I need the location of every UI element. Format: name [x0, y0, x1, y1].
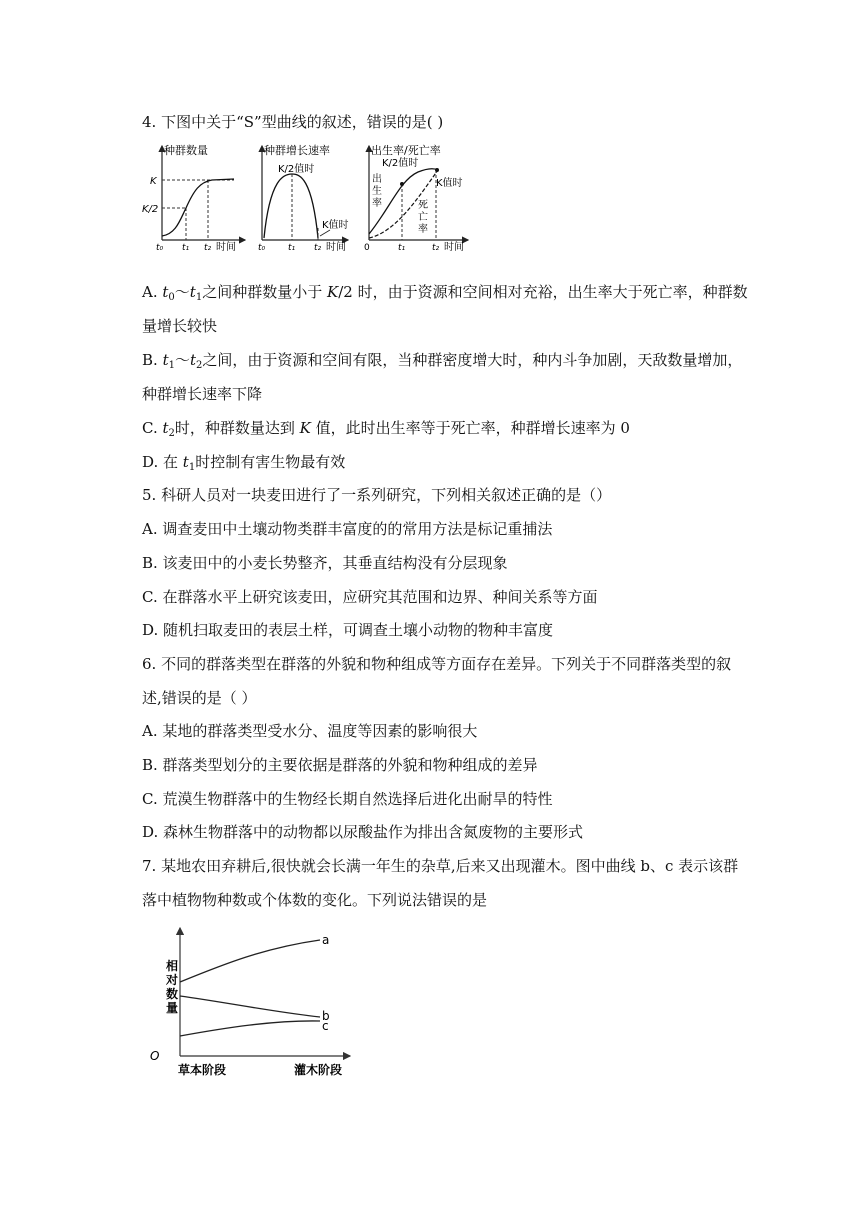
curve-b	[180, 996, 320, 1017]
q6-option-a: A. 某地的群落类型受水分、温度等因素的影响很大	[142, 722, 478, 740]
graph-birth-death	[364, 143, 468, 253]
q7-label-c: c	[322, 1019, 329, 1033]
g1-ylabel: 种群数量	[164, 144, 208, 157]
g2-t0: t₀	[258, 243, 266, 253]
g1-t2: t₂	[204, 243, 212, 253]
q5-option-c: C. 在群落水平上研究该麦田，应研究其范围和边界、种间关系等方面	[142, 588, 598, 606]
g2-t1: t₁	[288, 243, 296, 253]
q7-x2: 灌木阶段	[294, 1063, 343, 1077]
q4-option-a-line1: A. $t_0\sim t_1$之间种群数量小于 K/2 时，由于资源和空间相对充裕，出生率大于死亡率，种群数	[142, 283, 748, 303]
q7-stem-line1: 7. 某地农田弃耕后,很快就会长满一年生的杂草,后来又出现灌木。图中曲线 b、c 表示该群	[142, 857, 739, 875]
q5-option-d: D. 随机扫取麦田的表层土样，可调查土壤小动物的物种丰富度	[142, 621, 554, 639]
q7-origin: O	[150, 1049, 160, 1063]
q7-ylabel-2: 对	[166, 973, 179, 987]
g3-birth-1: 出	[372, 174, 382, 185]
graph-growth-rate	[258, 143, 349, 253]
g1-t0: t₀	[156, 243, 164, 253]
g1-time: 时间	[216, 242, 236, 253]
q4-figure	[142, 138, 480, 256]
g3-death-2: 亡	[418, 212, 428, 223]
g3-t2: t₂	[432, 243, 440, 253]
q6-option-b: B. 群落类型划分的主要依据是群落的外貌和物种组成的差异	[142, 756, 538, 774]
q5-option-b: B. 该麦田中的小麦长势整齐，其垂直结构没有分层现象	[142, 554, 508, 572]
g3-ylabel: 出生率/死亡率	[371, 144, 441, 157]
g3-k2note: K/2值时	[382, 158, 419, 169]
g2-time: 时间	[326, 242, 346, 253]
g3-knote: K值时	[436, 178, 463, 189]
q7-ylabel-1: 相	[166, 959, 179, 973]
g2-ylabel: 种群增长速率	[264, 144, 330, 157]
g2-k2note: K/2值时	[278, 164, 315, 175]
q4-option-d: D. 在 $t_1$时控制有害生物最有效	[142, 453, 346, 473]
curve-c	[180, 1021, 320, 1036]
g3-zero: 0	[364, 243, 370, 253]
q4-option-c: C. $t_2$时，种群数量达到 K 值，此时出生率等于死亡率，种群增长速率为 0	[142, 419, 630, 439]
g3-death-3: 率	[418, 224, 428, 235]
graph-population-size	[142, 143, 245, 253]
q4-option-b-line2: 种群增长速率下降	[142, 385, 263, 403]
g3-death-1: 死	[418, 200, 428, 211]
q6-stem-line1: 6. 不同的群落类型在群落的外貌和物种组成等方面存在差异。下列关于不同群落类型的叙	[142, 655, 732, 673]
q5-option-a: A. 调查麦田中土壤动物类群丰富度的的常用方法是标记重捕法	[142, 520, 553, 538]
g3-birth-2: 生	[372, 186, 382, 197]
g3-time: 时间	[444, 242, 464, 253]
q6-stem-line2: 述,错误的是（ ）	[142, 689, 257, 707]
q7-ylabel-3: 数	[166, 987, 179, 1001]
g1-t1: t₁	[182, 243, 190, 253]
g2-knote: K值时	[322, 220, 349, 231]
q4-option-b-line1: B. $t_1\sim t_2$之间，由于资源和空间有限，当种群密度增大时，种内斗争加剧，天敌数量增加，	[142, 351, 743, 371]
q7-ylabel-4: 量	[166, 1001, 179, 1015]
q4-stem: 4. 下图中关于“S”型曲线的叙述，错误的是( )	[142, 113, 444, 131]
q7-label-a: a	[322, 933, 330, 947]
g1-K2: K/2	[142, 204, 159, 215]
q4-option-a-line2: 量增长较快	[142, 317, 218, 335]
curve-a	[180, 940, 320, 982]
q7-label-b: b	[322, 1009, 330, 1023]
g3-t1: t₁	[398, 243, 406, 253]
g1-K: K	[150, 176, 157, 187]
q7-figure	[144, 920, 374, 1082]
g2-t2: t₂	[314, 243, 322, 253]
q5-stem: 5. 科研人员对一块麦田进行了一系列研究，下列相关叙述正确的是（）	[142, 486, 612, 504]
q6-option-c: C. 荒漠生物群落中的生物经长期自然选择后进化出耐旱的特性	[142, 790, 553, 808]
g3-birth-3: 率	[372, 198, 382, 209]
q6-option-d: D. 森林生物群落中的动物都以尿酸盐作为排出含氮废物的主要形式	[142, 823, 584, 841]
q7-x1: 草本阶段	[178, 1063, 227, 1077]
q7-stem-line2: 落中植物物种数或个体数的变化。下列说法错误的是	[142, 891, 488, 909]
